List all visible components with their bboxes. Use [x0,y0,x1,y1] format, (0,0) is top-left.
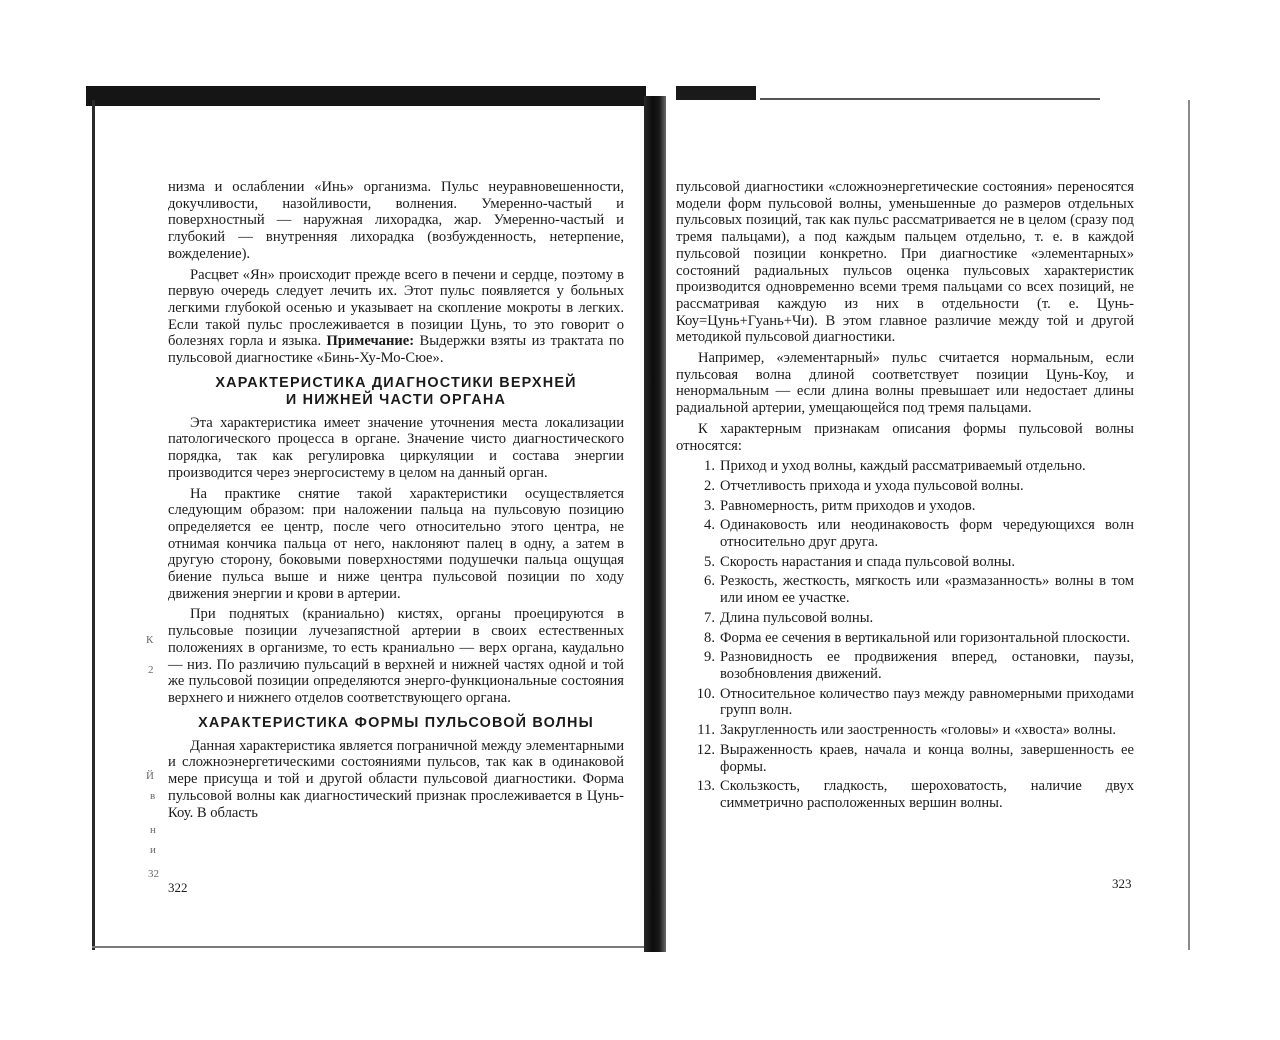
scan-top-shadow-left [86,86,646,106]
list-item-text: Резкость, жесткость, мягкость или «размазанность» волны в том или ином ее участке. [720,573,1134,607]
heading-line: И НИЖНЕЙ ЧАСТИ ОРГАНА [285,391,507,408]
note-label: Примечание: [326,333,415,350]
margin-mark: К [146,634,154,646]
list-item-number: 4. [704,517,715,534]
left-page [168,179,624,825]
paragraph [168,267,624,367]
paragraph: На практике снятие такой характеристики осуществляется следующим образом: при наложении пальца на пульсовую позицию определяется ее центр, после чего относительно этого центра, не отнимая кончика пальца от него, наклоняют палец в одну, а затем в другую сторону, боковыми поверхностями подушечки пальца ощущая биение пульса выше и ниже центра пульсовой позиции по ходу движения энергии и крови в артерии. [168,485,624,602]
list-item-text: Одинаковость или неодинаковость форм чередующихся волн относительно друг друга. [720,517,1134,551]
list-item-number: 6. [704,573,715,590]
paragraph: К характерным признакам описания формы пульсовой волны относятся: [676,420,1134,454]
note-text: Выдержки взяты из трактата по пульсовой диагностике «Бинь-Ху-Мо-Сюе». [168,333,624,367]
list-item-text: Относительное количество пауз между равномерными приходами групп волн. [720,685,1134,719]
page-edge-right [1188,100,1190,950]
margin-mark: Й [146,770,154,782]
list-item [676,517,1134,550]
list-item [676,722,1134,739]
list-item [676,630,1134,647]
list-item-text: Закругленность или заостренность «головы» и «хвоста» волны. [720,722,1117,739]
list-item [676,573,1134,606]
list-item-number: 2. [704,477,715,494]
list-item-number: 3. [704,497,715,514]
section-heading [168,375,624,409]
list-item [676,742,1134,775]
margin-mark: и [150,844,156,856]
list-item-text: Разновидность ее продвижения вперед, остановки, паузы, возобновления движений. [720,649,1134,682]
paragraph: При поднятых (краниально) кистях, органы проецируются в пульсовые позиции лучезапястной артерии в своих естественных положениях в организме, то есть краниально — верх органа, каудально — низ. По различию пульсаций в верхней и нижней частях одной и той же пульсовой позиции определяются энерго-функциональные состояния верхнего и нижнего отделов соответствующего органа. [168,606,624,706]
margin-mark: 2 [148,664,154,676]
list-item [676,458,1134,475]
paragraph: низма и ослаблении «Инь» организма. Пульс неуравновешенности, докучливости, назойливости, волнения. Умеренно-частый и поверхностный — наружная лихорадка, жар. Умеренно-частый и глубокий — внутренняя лихорадка (возбужденность, нетерпение, вожделение). [168,179,624,262]
list-item-text: Скользкость, гладкость, шероховатость, наличие двух симметрично расположенных вершин волны. [720,778,1134,811]
heading-line: ХАРАКТЕРИСТИКА ДИАГНОСТИКИ ВЕРХНЕЙ [215,374,577,391]
list-item [676,778,1134,811]
book-spine [644,96,666,952]
list-item-text: Равномерность, ритм приходов и уходов. [720,497,976,514]
list-item-text: Форма ее сечения в вертикальной или горизонтальной плоскости. [720,629,1131,646]
list-item-text: Отчетливость прихода и ухода пульсовой волны. [720,477,1024,494]
list-item-text: Скорость нарастания и спада пульсовой волны. [720,553,1015,570]
list-item [676,498,1134,515]
paragraph: Данная характеристика является пограничной между элементарными и сложноэнергетическими состояниями пульсов, так как в одинаковой мере присуща и той и другой области пульсовой диагностики. Форма пульсовой волны как диагностический признак прослеживается в Цунь-Коу. В область [168,737,624,821]
feature-list [676,458,1134,811]
list-item-number: 8. [704,629,715,646]
list-item [676,686,1134,719]
page-edge-left [92,100,95,950]
list-item-number: 5. [704,553,715,570]
list-item [676,649,1134,682]
list-item-number: 9. [704,649,715,666]
list-item-number: 7. [704,609,715,626]
list-item [676,610,1134,627]
list-item [676,478,1134,495]
section-heading: ХАРАКТЕРИСТИКА ФОРМЫ ПУЛЬСОВОЙ ВОЛНЫ [198,714,594,731]
margin-mark: в [150,790,156,802]
right-page [676,179,1134,815]
paragraph: Эта характеристика имеет значение уточнения места локализации патологического процесса в органе. Значение чисто диагностического порядка, так как регулировка циркуляции и состава энергии производится через энергосистему в целом на данный орган. [168,414,624,481]
list-item-number: 11. [697,722,715,739]
list-item-text: Выраженность краев, начала и конца волны, завершенность ее формы. [720,741,1134,775]
list-item-number: 10. [696,685,715,702]
margin-mark: н [150,824,156,836]
list-item-text: Длина пульсовой волны. [720,609,874,626]
margin-mark: 32 [148,868,159,880]
list-item-number: 12. [696,741,715,758]
list-item [676,554,1134,571]
list-item-number: 1. [704,458,715,475]
scan-top-edge-right [760,98,1100,100]
page-number: 323 [1112,876,1132,891]
list-item-text: Приход и уход волны, каждый рассматриваемый отдельно. [720,458,1086,475]
page-number: 322 [168,880,188,895]
list-item-number: 13. [696,778,715,795]
paragraph: Например, «элементарный» пульс считается нормальным, если пульсовая волна длиной соответствует позиции Цунь-Коу, и ненормальным — если длина волны превышает или недостает длины радиальной артерии, умещающейся под тремя пальцами. [676,350,1134,417]
paragraph-text: Расцвет «Ян» происходит прежде всего в печени и сердце, поэтому в первую очередь следует лечить их. Этот пульс появляется у больных легкими глубокой осенью и указывает на скопление мокроты в легких. Если такой пульс прослеживается в позиции Цунь, то это говорит о болезнях горла и языка. [168,266,624,350]
scan-top-shadow-right [676,86,756,100]
page-edge-bottom [92,946,646,948]
paragraph: пульсовой диагностики «сложноэнергетические состояния» переносятся модели форм пульсовой волны, уменьшенные до размеров отдельных пульсовых позиций, так как пульс рассматривается не в целом (сразу под тремя пальцами), а под каждым пальцем отдельно, т. е. в каждой пульсовой позиции конкретно. При диагностике «элементарных» состояний радиальных пульсов оценка пульсовых характеристик производится одновременно всеми тремя пальцами со всех позиций, не рассматривая каждую из них в отдельности (т. е. Цунь-Коу=Цунь+Гуань+Чи). В этом главное различие между той и другой методикой пульсовой диагностики. [676,179,1134,346]
